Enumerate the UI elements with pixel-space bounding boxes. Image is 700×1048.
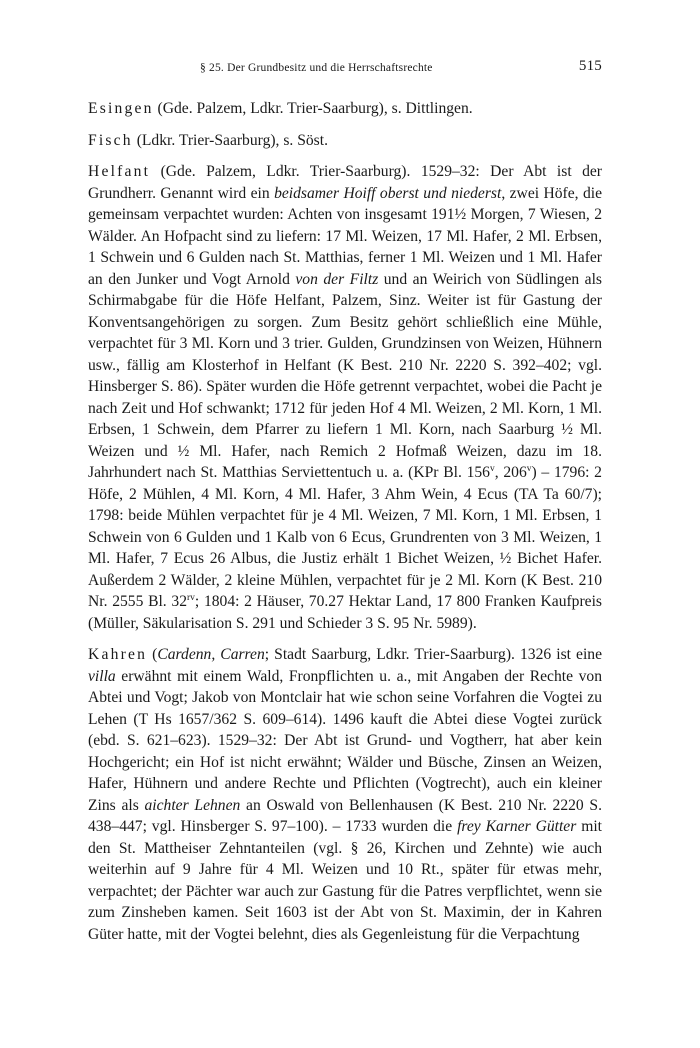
entry-text: ; Stadt Saarburg, Ldkr. Trier-Saarburg). 1326 ist eine: [264, 646, 602, 663]
entry-heading: Helfant: [88, 163, 151, 180]
entry-quote: beidsamer Hoiff oberst und niederst: [274, 184, 502, 202]
entry-text: (: [147, 646, 158, 663]
running-head: [88, 58, 602, 82]
entry-text: und an Weirich von Südlingen als Schirmabgabe für die Höfe Helfant, Palzem, Sinz. Weiter ist für Gastung der Konventsangehörigen zu sorgen. Zum Besitz gehört schließlich eine Mühle, verpachtet für 3 Ml. Korn und 3 trier. Gulden, Grundzinsen von Weizen, Hühnern usw., fällig am Klosterhof in Helfant (K Best. 210 Nr. 2220 S. 392–402; vgl. Hinsberger S. 86). Später wurden die Höfe getrennt verpachtet, wobei die Pacht je nach Zeit und Hof schwankt; 1712 für jeden Hof 4 Ml. Weizen, 2 Ml. Korn, 1 Ml. Erbsen, 1 Schwein, dem Pfarrer zu liefern 1 Ml. Korn, nach Saarburg ½ Ml. Weizen und ½ Ml. Hafer, nach Remich 2 Hofmaß Weizen, dazu im 18. Jahrhundert nach St. Matthias Serviettentuch u. a. (KPr Bl. 156: [88, 270, 602, 481]
entry-heading: Fisch: [88, 131, 133, 149]
folio-superscript: v: [489, 464, 495, 474]
entry-text: , zwei Höfe, die gemeinsam verpachtet wurden: Achten von insgesamt 191½ Morgen, 7 Wiesen, 2 Wälder. An Hofpacht sind zu liefern: 17 Ml. Weizen, 17 Ml. Hafer, 2 Ml. Erbsen, 1 Schwein und 6 Gulden nach St. Matthias, ferner 1 Ml. Weizen und 1 Ml. Hafer an den Junker und Vogt Arnold: [88, 184, 602, 288]
entry-quote: frey Karner Gütter: [457, 818, 577, 835]
entry-heading: Esingen: [88, 100, 154, 117]
entry-text: (Gde. Palzem, Ldkr. Trier-Saarburg). 1529–32: Der Abt ist der Grundherr. Genannt wird ein: [88, 163, 602, 202]
entry-text: , 206: [494, 464, 527, 481]
entry-heading: Kahren: [88, 646, 148, 663]
folio-superscript: rv: [187, 593, 195, 603]
entry-text: ) – 1796: 2 Höfe, 2 Mühlen, 4 Ml. Korn, 4 Ml. Hafer, 3 Ahm Wein, 4 Ecus (TA Ta 60/7); 1798: beide Mühlen verpachtet für je 4 Ml. Weizen, 7 Ml. Korn, 1 Ml. Erbsen, 1 Schwein von 6 Gulden und 1 Kalb von 6 Ecus, Grundrenten von 3 Ml. Weizen, 1 Ml. Hafer, 7 Ecus 26 Albus, die Justiz erhält 1 Bichet Weizen, ½ Bichet Hafer. Außerdem 2 Wälder, 2 kleine Mühlen, verpachtet für je 2 Ml. Korn (K Best. 210 Nr. 2555 Bl. 32: [88, 464, 602, 610]
running-head-title: § 25. Der Grundbesitz und die Herrschaftsrechte: [200, 62, 433, 74]
entry-text: ; 1804: 2 Häuser, 70.27 Hektar Land, 17 800 Franken Kaufpreis (Müller, Säkularisation S. 291 und Schieder 3 S. 95 Nr. 5989).: [88, 593, 602, 632]
document-page: [88, 58, 602, 945]
entry-fisch: [88, 130, 602, 152]
entry-quote: villa: [88, 667, 116, 685]
entry-esingen: [88, 98, 602, 120]
entry-quote: Cardenn, Carren: [157, 646, 265, 663]
entry-text: (Ldkr. Trier-Saarburg), s. Söst.: [132, 131, 328, 149]
entry-text: an Oswald von Bellenhausen (K Best. 210 Nr. 2220 S. 438–447; vgl. Hinsberger S. 97–100). – 1733 wurden die: [88, 796, 603, 835]
folio-superscript: v: [526, 464, 532, 474]
entry-quote: aichter Lehnen: [144, 796, 241, 814]
page-number: 515: [578, 58, 602, 74]
entry-helfant: [88, 161, 602, 634]
entry-text: mit den St. Mattheiser Zehntanteilen (vgl. § 26, Kirchen und Zehnte) wie auch weiterhin auf 9 Jahre für 4 Ml. Weizen und 10 Rt., später für etwas mehr, verpachtet; der Pächter war auch zur Gastung für die Patres verpflichtet, wenn sie zum Zinsheben kamen. Seit 1603 ist der Abt von St. Maximin, der in Kahren Güter hatte, mit der Vogtei belehnt, dies als Gegenleistung für die Verpachtung: [88, 818, 602, 943]
entry-quote: von der Filtz: [295, 270, 379, 288]
entry-text: erwähnt mit einem Wald, Fronpflichten u. a., mit Angaben der Rechte von Abtei und Vogt; Jakob von Montclair hat wie schon seine Vorfahren die Vogtei zu Lehen (T Hs 1657/362 S. 609–614). 1496 kauft die Abtei diese Vogtei zurück (ebd. S. 621–623). 1529–32: Der Abt ist Grund- und Vogtherr, hat aber kein Hochgericht; ein Hof ist nicht erwähnt; Wälder und Büsche, Zinsen an Weizen, Hafer, Hühnern und andere Rechte und Pflichten (Vogtrecht), auch ein kleiner Zins als: [88, 667, 602, 814]
entry-kahren: [88, 644, 602, 945]
entry-text: (Gde. Palzem, Ldkr. Trier-Saarburg), s. Dittlingen.: [153, 100, 473, 117]
